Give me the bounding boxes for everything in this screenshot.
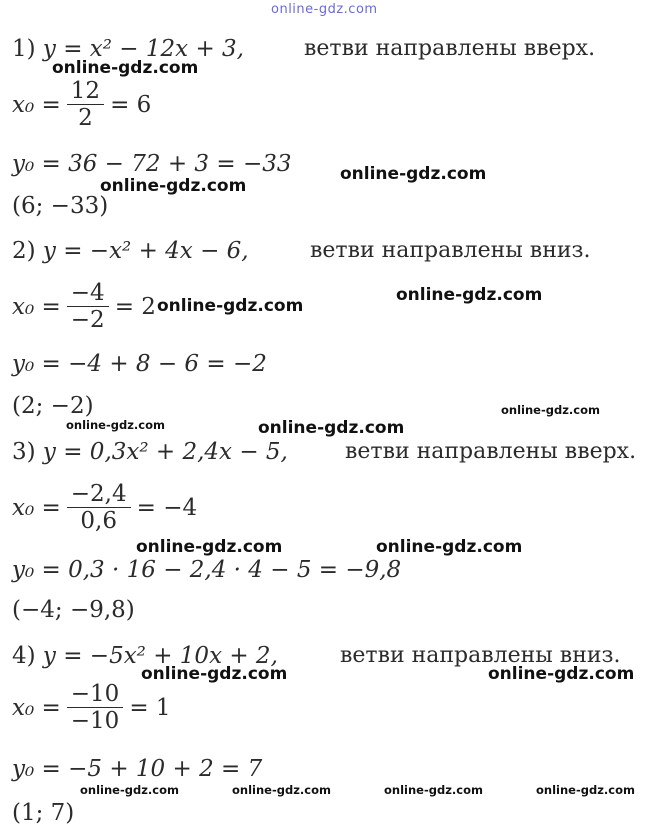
item-1-x0-label: x₀ =: [12, 91, 61, 118]
item-3-formula: y = 0,3x² + 2,4x − 5,: [42, 439, 288, 465]
watermark: online-gdz.com: [488, 664, 635, 684]
watermark: online-gdz.com: [52, 58, 199, 78]
item-2-x0-row: [12, 280, 156, 333]
item-1-x0-denominator: 2: [78, 105, 93, 131]
item-4-x0-result: = 1: [129, 694, 171, 721]
watermark: online-gdz.com: [232, 783, 331, 797]
item-4-x0-label: x₀ =: [12, 694, 61, 721]
watermark: online-gdz.com: [80, 783, 179, 797]
watermark: online-gdz.com: [136, 537, 283, 557]
item-2-vertex: (2; −2): [12, 393, 94, 419]
item-3-x0-denominator: 0,6: [80, 508, 117, 534]
watermark: online-gdz.com: [536, 783, 635, 797]
item-1-number: 1): [12, 36, 36, 62]
item-2-x0-numerator: −4: [70, 280, 105, 306]
item-1-x0-row: [12, 78, 151, 131]
item-3-branches-note: ветви направлены вверх.: [345, 439, 637, 464]
item-1-x0-numerator: 12: [70, 78, 101, 104]
watermark: online-gdz.com: [384, 783, 483, 797]
watermark: online-gdz.com: [100, 176, 247, 196]
item-4-branches-note: ветви направлены вниз.: [340, 643, 621, 668]
watermark: online-gdz.com: [157, 296, 304, 316]
top-watermark: online-gdz.com: [271, 2, 378, 17]
item-3-number: 3): [12, 439, 36, 465]
item-4-vertex: (1; 7): [12, 800, 75, 826]
item-4-number: 4): [12, 643, 36, 669]
watermark: online-gdz.com: [141, 664, 288, 684]
item-3-x0-label: x₀ =: [12, 494, 61, 521]
item-2-branches-note: ветви направлены вниз.: [310, 238, 591, 263]
item-2-formula: y = −x² + 4x − 6,: [42, 238, 249, 264]
watermark: online-gdz.com: [66, 418, 165, 432]
watermark: online-gdz.com: [376, 537, 523, 557]
watermark: online-gdz.com: [340, 164, 487, 184]
item-1-x0-result: = 6: [110, 91, 152, 118]
item-1-branches-note: ветви направлены вверх.: [304, 36, 596, 61]
item-3-equation: [12, 439, 288, 465]
item-1-vertex: (6; −33): [12, 193, 109, 219]
watermark: online-gdz.com: [396, 285, 543, 305]
item-2-x0-label: x₀ =: [12, 293, 61, 320]
item-2-x0-denominator: −2: [70, 307, 105, 333]
item-2-number: 2): [12, 238, 36, 264]
item-4-formula: y = −5x² + 10x + 2,: [42, 643, 278, 669]
item-4-x0-fraction: [67, 681, 124, 734]
item-2-x0-fraction: [67, 280, 109, 333]
item-2-equation: [12, 238, 249, 264]
item-2-x0-result: = 2: [114, 293, 156, 320]
watermark: online-gdz.com: [258, 418, 405, 438]
item-3-x0-numerator: −2,4: [70, 481, 127, 507]
item-3-y0: y₀ = 0,3 · 16 − 2,4 · 4 − 5 = −9,8: [12, 557, 402, 583]
item-3-x0-result: = −4: [136, 494, 198, 521]
item-4-y0: y₀ = −5 + 10 + 2 = 7: [12, 756, 263, 782]
item-1-y0: y₀ = 36 − 72 + 3 = −33: [12, 151, 292, 177]
item-3-x0-row: [12, 481, 197, 534]
item-1-formula: y = x² − 12x + 3,: [42, 36, 244, 62]
item-3-vertex: (−4; −9,8): [12, 597, 135, 623]
item-1-x0-fraction: [67, 78, 104, 131]
item-4-x0-row: [12, 681, 171, 734]
item-4-x0-denominator: −10: [70, 708, 120, 734]
item-4-x0-numerator: −10: [70, 681, 120, 707]
item-3-x0-fraction: [67, 481, 131, 534]
item-2-y0: y₀ = −4 + 8 − 6 = −2: [12, 351, 267, 377]
watermark: online-gdz.com: [501, 403, 600, 417]
